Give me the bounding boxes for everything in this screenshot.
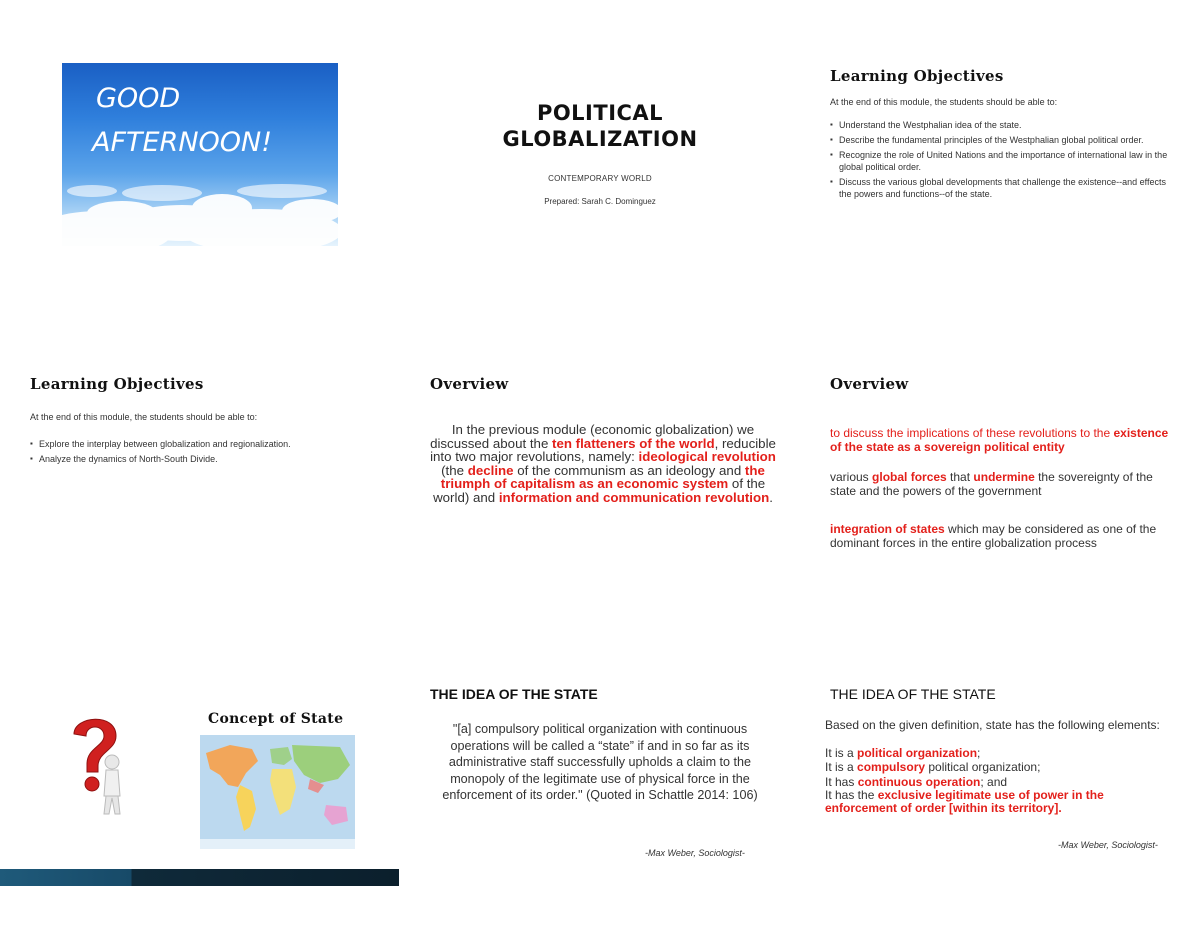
highlight-text: decline [467,462,514,478]
good-afternoon-image [62,63,338,246]
state-elements [825,718,1170,815]
list-item: ▪ Explore the interplay between globalization and regionalization. [30,438,375,450]
weber-quote: "[a] compulsory political organization with continuous operations will be called a “state” if and in so far as its administrative staff successfully upholds a claim to the monopoly of the legitimate use of physical force in the enforcement of its order." (Quoted in Schattle 2014: 106) [442,722,758,802]
list-item: It is a political organization; [825,745,981,760]
quote-attribution: -Max Weber, Sociologist- [1058,840,1158,850]
overview-text: of the communism as an ideology and [513,462,745,478]
learning-objectives-slide-1 [830,67,1170,203]
overview-text: (the [441,462,468,478]
page-title [420,100,780,152]
objectives-list [30,438,375,465]
objectives-intro: At the end of this module, the students should be able to: [30,412,258,422]
overview-text: of the world) and [433,476,766,505]
image-text-good: GOOD [96,83,181,114]
world-map-graphic [200,735,355,849]
world-map-image [200,735,355,849]
objectives-intro: At the end of this module, the students should be able to: [830,97,1058,107]
list-item: ▪ Analyze the dynamics of North-South Divide. [30,453,375,465]
list-item: It is a compulsory political organization; [825,760,1041,774]
list-item: ▪ Understand the Westphalian idea of the state. [830,119,1170,131]
objectives-list [830,119,1170,200]
image-text-afternoon: AFTERNOON! [92,127,273,158]
question-mark-icon [60,710,130,820]
list-item: ▪ Recognize the role of United Nations and the importance of international law in the global political order. [830,149,1170,173]
slide-heading: Overview [430,375,509,393]
overview-point: to discuss the implications of these revolutions to the existence of the state as a sovereign political entity [830,426,1169,454]
slide-heading: THE IDEA OF THE STATE [430,686,598,702]
title-line-2: GLOBALIZATION [502,127,698,151]
footer-bar [0,869,399,886]
overview-point: integration of states which may be considered as one of the dominant forces in the entire globalization process [830,522,1157,550]
slide-heading: Learning Objectives [830,67,1004,85]
list-item: ▪ Describe the fundamental principles of the Westphalian global political order. [830,134,1170,146]
question-mark-figure [60,710,130,820]
highlight-text: the triumph of capitalism as an economic system [440,462,765,491]
highlight-text: information and communication revolution [498,489,770,505]
overview-points [830,426,1170,566]
list-item: It has the exclusive legitimate use of power in the enforcement of order [within its territory]. [825,788,1104,815]
slide-heading: Learning Objectives [30,375,204,393]
title-line-1: POLITICAL [536,101,664,125]
overview-text: In the previous module (economic globalization) we discussed about the [430,422,755,451]
list-item: ▪ Discuss the various global developments that challenge the existence--and effects the powers and functions--of the state. [830,176,1170,200]
highlight-text: ten flatteners of the world [552,435,715,451]
overview-text: , reducible into two major revolutions, namely: [430,435,776,464]
highlight-text: ideological revolution [638,449,776,464]
list-item: It has continuous operation; and [825,774,1008,789]
slide-heading: THE IDEA OF THE STATE [830,686,996,702]
sky-clouds-graphic [62,63,338,246]
overview-paragraph [428,423,778,504]
subtitle: CONTEMPORARY WORLD [548,174,652,183]
quote-attribution: -Max Weber, Sociologist- [645,848,745,858]
overview-point: various global forces that undermine the sovereignty of the state and the powers of the government [830,470,1153,498]
prepared-by: Prepared: Sarah C. Dominguez [544,197,656,206]
slide-heading: Concept of State [208,711,344,727]
elements-intro: Based on the given definition, state has the following elements: [825,718,1160,732]
title-slide [420,100,780,206]
overview-text: . [769,489,773,505]
slide-heading: Overview [830,375,909,393]
learning-objectives-slide-2 [30,375,375,468]
